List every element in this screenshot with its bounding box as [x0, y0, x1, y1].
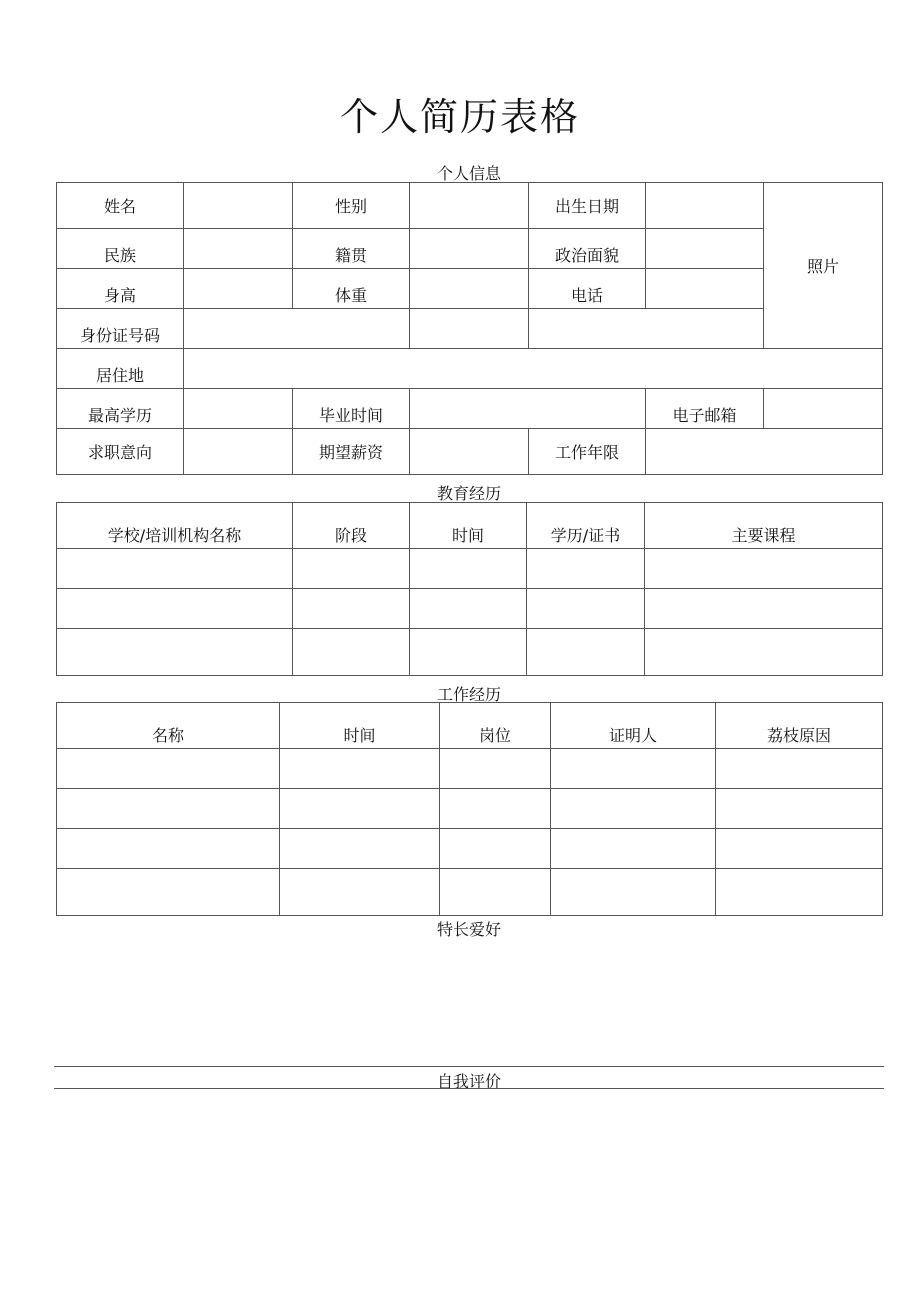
field-work-years[interactable] [646, 429, 883, 475]
field-native-place[interactable] [410, 229, 529, 269]
work-cell[interactable] [280, 789, 440, 829]
table-row [57, 549, 883, 589]
label-political-status: 政治面貌 [529, 229, 646, 269]
field-job-intention[interactable] [184, 429, 293, 475]
work-cell[interactable] [440, 869, 551, 916]
work-cell[interactable] [440, 749, 551, 789]
table-row [57, 869, 883, 916]
edu-header-courses: 主要课程 [645, 503, 883, 549]
field-id-extra-1[interactable] [410, 309, 529, 349]
table-row [57, 789, 883, 829]
work-header-name: 名称 [57, 703, 280, 749]
label-id-number: 身份证号码 [57, 309, 184, 349]
work-cell[interactable] [551, 869, 716, 916]
edu-header-school: 学校/培训机构名称 [57, 503, 293, 549]
work-cell[interactable] [280, 869, 440, 916]
work-cell[interactable] [57, 749, 280, 789]
edu-cell[interactable] [57, 629, 293, 676]
hobbies-area[interactable] [56, 940, 882, 1064]
label-weight: 体重 [293, 269, 410, 309]
work-cell[interactable] [551, 829, 716, 869]
edu-header-stage: 阶段 [293, 503, 410, 549]
label-highest-education: 最高学历 [57, 389, 184, 429]
edu-cell[interactable] [57, 589, 293, 629]
edu-cell[interactable] [527, 549, 645, 589]
field-id-extra-2[interactable] [529, 309, 764, 349]
field-political-status[interactable] [646, 229, 764, 269]
work-header-position: 岗位 [440, 703, 551, 749]
label-ethnicity: 民族 [57, 229, 184, 269]
edu-cell[interactable] [57, 549, 293, 589]
label-residence: 居住地 [57, 349, 184, 389]
work-cell[interactable] [57, 789, 280, 829]
work-header-leave-reason: 荔枝原因 [716, 703, 883, 749]
label-job-intention: 求职意向 [57, 429, 184, 475]
edu-cell[interactable] [527, 589, 645, 629]
work-cell[interactable] [716, 749, 883, 789]
edu-cell[interactable] [645, 629, 883, 676]
work-cell[interactable] [551, 789, 716, 829]
field-height[interactable] [184, 269, 293, 309]
edu-cell[interactable] [293, 589, 410, 629]
table-row [57, 749, 883, 789]
work-table [56, 702, 883, 916]
field-gender[interactable] [410, 183, 529, 229]
edu-header-time: 时间 [410, 503, 527, 549]
work-cell[interactable] [57, 869, 280, 916]
work-header-reference: 证明人 [551, 703, 716, 749]
field-expected-salary[interactable] [410, 429, 529, 475]
field-id-number[interactable] [184, 309, 410, 349]
edu-cell[interactable] [410, 629, 527, 676]
table-row [57, 829, 883, 869]
label-phone: 电话 [529, 269, 646, 309]
label-native-place: 籍贯 [293, 229, 410, 269]
field-highest-education[interactable] [184, 389, 293, 429]
section-education: 教育经历 [436, 484, 501, 503]
edu-cell[interactable] [410, 589, 527, 629]
label-email: 电子邮箱 [646, 389, 764, 429]
field-name[interactable] [184, 183, 293, 229]
self-evaluation-area[interactable] [56, 1092, 882, 1272]
label-work-years: 工作年限 [529, 429, 646, 475]
label-name: 姓名 [57, 183, 184, 229]
field-weight[interactable] [410, 269, 529, 309]
field-phone[interactable] [646, 269, 764, 309]
edu-cell[interactable] [293, 549, 410, 589]
label-birth-date: 出生日期 [529, 183, 646, 229]
label-graduation-time: 毕业时间 [293, 389, 410, 429]
label-gender: 性别 [293, 183, 410, 229]
field-residence[interactable] [184, 349, 883, 389]
section-work-experience: 工作经历 [436, 685, 501, 704]
table-row [57, 589, 883, 629]
work-cell[interactable] [551, 749, 716, 789]
edu-cell[interactable] [293, 629, 410, 676]
edu-cell[interactable] [645, 549, 883, 589]
work-cell[interactable] [440, 789, 551, 829]
work-cell[interactable] [440, 829, 551, 869]
field-graduation-time[interactable] [410, 389, 646, 429]
section-hobbies: 特长爱好 [436, 920, 501, 939]
work-cell[interactable] [716, 829, 883, 869]
work-cell[interactable] [716, 789, 883, 829]
edu-header-degree: 学历/证书 [527, 503, 645, 549]
edu-cell[interactable] [410, 549, 527, 589]
section-self-evaluation: 自我评价 [436, 1072, 501, 1091]
work-header-time: 时间 [280, 703, 440, 749]
divider-top [54, 1066, 884, 1067]
work-cell[interactable] [280, 829, 440, 869]
work-cell[interactable] [57, 829, 280, 869]
field-ethnicity[interactable] [184, 229, 293, 269]
field-birth-date[interactable] [646, 183, 764, 229]
section-personal-info: 个人信息 [436, 164, 501, 183]
work-cell[interactable] [280, 749, 440, 789]
edu-cell[interactable] [527, 629, 645, 676]
divider-bottom [54, 1088, 884, 1089]
personal-info-table [56, 182, 883, 475]
work-cell[interactable] [716, 869, 883, 916]
page-title: 个人简历表格 [339, 95, 580, 139]
label-expected-salary: 期望薪资 [293, 429, 410, 475]
edu-cell[interactable] [645, 589, 883, 629]
education-table [56, 502, 883, 676]
table-row [57, 629, 883, 676]
photo-area[interactable]: 照片 [764, 183, 883, 349]
field-email[interactable] [764, 389, 883, 429]
label-height: 身高 [57, 269, 184, 309]
